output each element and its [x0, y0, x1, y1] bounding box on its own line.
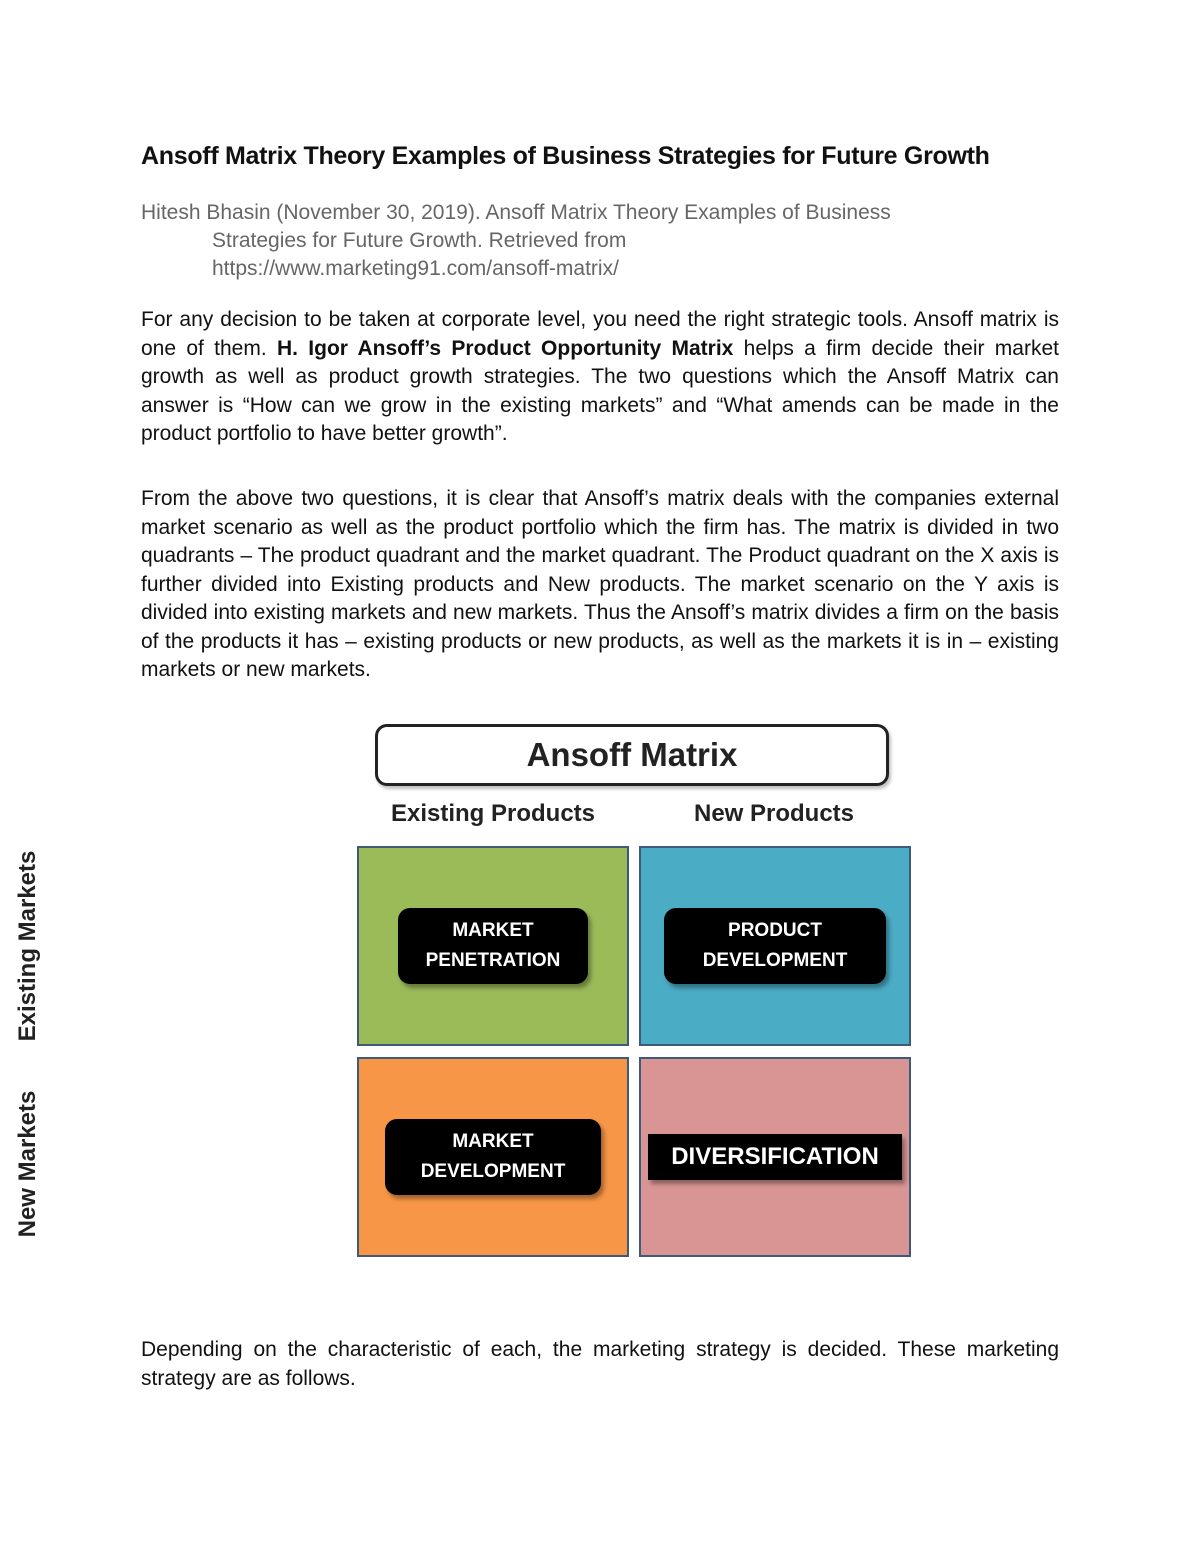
quadrant-label — [648, 1134, 902, 1180]
column-header-new-products: New Products — [693, 800, 855, 827]
quadrant-label — [398, 908, 588, 984]
paragraph-intro-text: For any decision to be taken at corporate level, you need the right strategic tools. Ansoff matrix is one of them. — [141, 308, 1059, 360]
row-header-existing-markets: Existing Markets — [14, 850, 41, 1042]
paragraph-intro-rest: helps a firm decide their market growth as well as product growth strategies. The two questions which the Ansoff Matrix can answer is “How can we grow in the existing markets” and “What amends can be made in the product portfolio to have better growth”. — [141, 336, 1059, 445]
citation-line-1: Hitesh Bhasin (November 30, 2019). Ansoff Matrix Theory Examples of Business — [141, 201, 891, 224]
quadrant-label-line: PRODUCT — [728, 920, 822, 941]
citation-url: https://www.marketing91.com/ansoff-matrix/ — [212, 257, 619, 280]
quadrant-label-line: DEVELOPMENT — [420, 1161, 566, 1182]
matrix-title: Ansoff Matrix — [375, 724, 889, 786]
quadrant-label — [664, 908, 886, 984]
row-header-new-markets: New Markets — [14, 1090, 41, 1238]
quadrant-market-penetration — [357, 846, 629, 1046]
citation-line-2: Strategies for Future Growth. Retrieved from — [212, 229, 627, 252]
document-title: Ansoff Matrix Theory Examples of Business Strategies for Future Growth — [141, 142, 990, 170]
quadrant-label-line: DIVERSIFICATION — [671, 1143, 879, 1170]
quadrant-label-line: MARKET — [452, 920, 534, 941]
quadrant-label-line: DEVELOPMENT — [702, 950, 848, 971]
quadrant-diversification — [639, 1057, 911, 1257]
quadrant-label-line: MARKET — [452, 1131, 534, 1152]
paragraph-quadrants: From the above two questions, it is clear that Ansoff’s matrix deals with the companies external market scenario as well as the product portfolio which the firm has. The matrix is divided in two quadrants – The product quadrant and the market quadrant. The Product quadrant on the X axis is further divided into Existing products and New products. The market scenario on the Y axis is divided into existing markets and new markets. Thus the Ansoff’s matrix divides a firm on the basis of the products it has – existing products or new products, as well as the markets it is in – existing markets or new markets. — [141, 487, 1059, 681]
ansoff-matrix-figure — [290, 716, 930, 1276]
citation — [141, 199, 1021, 283]
quadrant-market-development — [357, 1057, 629, 1257]
paragraph-strategies: Depending on the characteristic of each, the marketing strategy is decided. These marketing strategy are as follows. — [141, 1338, 1059, 1390]
paragraph-intro-bold: H. Igor Ansoff’s Product Opportunity Matrix — [277, 336, 734, 360]
paragraph-intro — [141, 306, 1059, 449]
quadrant-product-development — [639, 846, 911, 1046]
quadrant-label — [385, 1119, 601, 1195]
quadrant-label-line: PENETRATION — [425, 950, 561, 971]
column-header-existing-products: Existing Products — [390, 800, 596, 827]
